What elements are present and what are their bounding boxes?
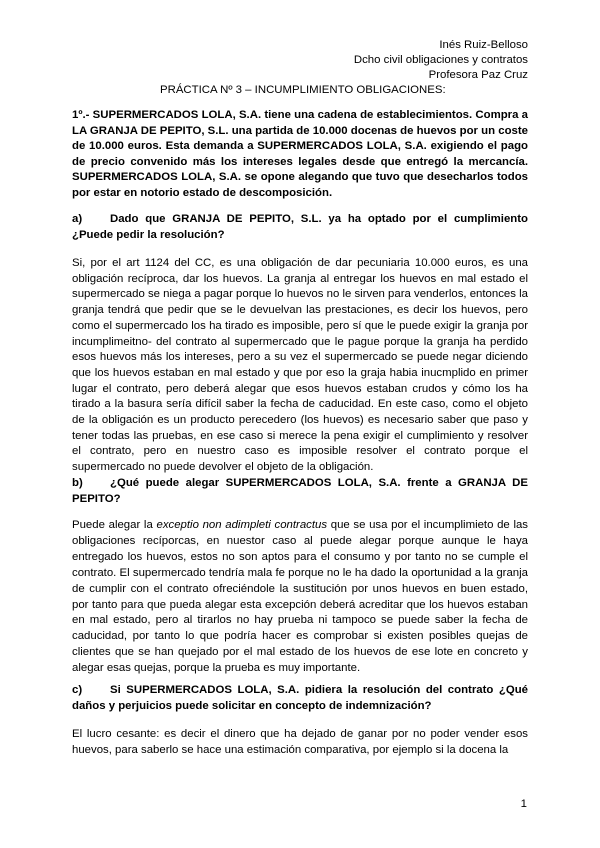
answer-b-part1: Puede alegar la [72, 519, 157, 531]
case-statement: 1º.- SUPERMERCADOS LOLA, S.A. tiene una cadena de establecimientos. Compra a LA GRANJA DE PEPITO, S.L. una partida de 10.000 docenas de huevos por un coste de 10.000 euros. Esta demanda a SUPERMERCADOS LOLA, S.A. exigiendo el pago de precio convenido más los intereses legales desde que entregó la mercancía. SUPERMERCADOS LOLA, S.A. se opone alegando que tuvo que desecharlos todos por estar en notorio estado de descomposición. [72, 109, 528, 199]
question-c-letter: c) [72, 684, 83, 696]
question-b [72, 476, 528, 507]
author-name: Inés Ruiz-Belloso [439, 39, 528, 51]
professor-name: Profesora Paz Cruz [428, 69, 528, 81]
question-c [72, 683, 528, 714]
course-name: Dcho civil obligaciones y contratos [353, 54, 528, 66]
page-number: 1 [520, 798, 527, 810]
question-a [72, 212, 528, 243]
answer-b-latin-term: exceptio non adimpleti contractus [156, 519, 328, 531]
answer-a: Si, por el art 1124 del CC, es una obligación de dar pecuniaria 10.000 euros, es una obligación recíproca, dar los huevos. La granja al entregar los huevos en mal estado el supermercado se niega a pagar porque lo huevos no le sirven para venderlos, entonces la granja tendrá que pedir que se le devuelvan las prestaciones, es decir los huevos, pero como el supermercado los ha tirado es imposible, pero sí que le puede exigir la granja por incumplimeitno- del contrato al supermercado que le pague porque la granja ha perdido esos huevos más los intereses, pero a su vez el supermercado se puede negar diciendo que los huevos estaban en mal estado y que por eso la graja habia inucmplido en primer lugar el contrato, pero deberá alegar que esos huevos estaban crudos y cómo los ha tirado a la basura sería difícil saber la fecha de caducidad. En este caso, como el objeto de la obligación es un producto perecedero (los huevos) es necesario saber que paso y tener todas las pruebas, en ese caso si merece la pena exigir el cumplimiento y resolver el contrato, pero en nuestro caso es imposible resolver el contrato porque el supermercado no puede devolver el objeto de la obligación. [72, 257, 528, 474]
question-c-text: Si SUPERMERCADOS LOLA, S.A. pidiera la resolución del contrato ¿Qué daños y perjuicios puede solicitar en concepto de indemnización? [72, 684, 528, 712]
answer-b-part2: que se usa por el incumplimieto de las obligaciones recíporcas, en nuestor caso al puede alegar porque aunque le haya entregado los huevos, estos no son aptos para el consumo y por tanto no se cumple el contrato. El supermercado tendría mala fe porque no le ha dado la oportunidad a la granja de cumplir con el contrato ofreciéndole la sustitución por unos huevos en buen estado, por tanto para que pueda alegar esta excepción deberá acreditar que los huevos estaban en mal estado, pero al tirarlos no hay prueba ni tampoco se puede saber la fecha de caducidad, por tanto lo que podría hacer es comprobar si existen posibles quejas de clientes que se han quejado por el mal estado de los huevos de ese lote en concreto y alegar esas quejas, porque la prueba es muy importante. [72, 519, 529, 675]
question-a-text: Dado que GRANJA DE PEPITO, S.L. ya ha optado por el cumplimiento ¿Puede pedir la resolución? [72, 213, 528, 241]
question-a-letter: a) [72, 213, 83, 225]
question-b-letter: b) [72, 477, 83, 489]
answer-c: El lucro cesante: es decir el dinero que ha dejado de ganar por no poder vender esos huevos, para saberlo se hace una estimación comparativa, por ejemplo si la docena la [72, 728, 528, 756]
question-b-text: ¿Qué puede alegar SUPERMERCADOS LOLA, S.A. frente a GRANJA DE PEPITO? [72, 477, 528, 505]
answer-b [72, 518, 528, 677]
page-title: PRÁCTICA Nº 3 – INCUMPLIMIENTO OBLIGACIONES: [160, 84, 446, 96]
